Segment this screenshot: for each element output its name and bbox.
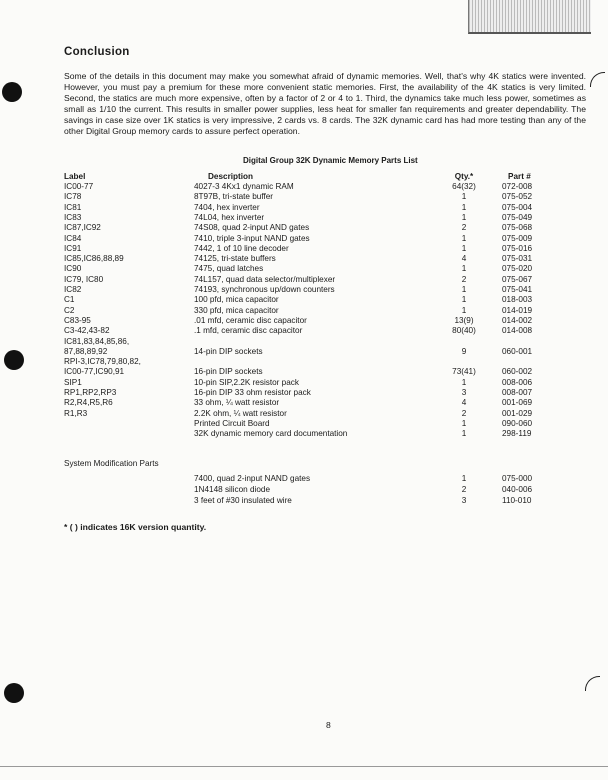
cell-label: C83-95 <box>64 315 91 325</box>
cell-part: 075-020 <box>502 264 533 274</box>
cell-part: 075-067 <box>502 274 533 284</box>
table-row <box>0 306 608 316</box>
cell-description: 330 pfd, mica capacitor <box>194 305 279 315</box>
cell-qty: 1 <box>461 377 467 387</box>
table-row <box>0 326 608 336</box>
table-row <box>0 429 608 439</box>
cell-qty: 1 <box>461 418 467 428</box>
table-row <box>0 264 608 274</box>
cell-part: 075-000 <box>502 474 533 483</box>
table-row <box>0 409 608 419</box>
parts-list-title: Digital Group 32K Dynamic Memory Parts List <box>243 156 418 165</box>
cell-label: SIP1 <box>64 377 82 387</box>
cell-qty: 2 <box>461 408 467 418</box>
cell-part: 075-049 <box>502 212 533 222</box>
table-row <box>0 496 608 506</box>
cell-part: 075-052 <box>502 192 533 202</box>
cell-qty: 1 <box>461 264 467 274</box>
cell-part: 298-119 <box>502 429 532 439</box>
cell-description: 32K dynamic memory card documentation <box>194 429 348 439</box>
cell-part: 075-068 <box>502 223 533 233</box>
cell-label: IC83 <box>64 212 82 222</box>
cell-part: 001-069 <box>502 398 533 408</box>
cell-qty: 80(40) <box>452 326 476 336</box>
table-row <box>0 485 608 495</box>
cell-description: Printed Circuit Board <box>194 418 270 428</box>
cell-description: 7404, hex inverter <box>194 202 260 212</box>
cell-description: 33 ohm, ¼ watt resistor <box>194 398 280 408</box>
cell-qty: 2 <box>461 223 467 233</box>
cell-qty: 1 <box>461 212 467 222</box>
cell-description: 74S08, quad 2-input AND gates <box>194 223 310 233</box>
cell-part: 060-002 <box>502 367 533 377</box>
cell-qty: 3 <box>461 388 467 397</box>
table-row <box>0 419 608 429</box>
cell-part: 014-008 <box>502 326 533 336</box>
cell-label: R2,R4,R5,R6 <box>64 398 113 408</box>
cell-description: 4027-3 4Kx1 dynamic RAM <box>194 182 294 191</box>
cell-part: 008-007 <box>502 388 533 397</box>
cell-label: RP1,RP2,RP3 <box>64 388 117 397</box>
cell-qty: 1 <box>461 243 467 253</box>
cell-description: 74193, synchronous up/down counters <box>194 285 335 294</box>
cell-label: IC87,IC92 <box>64 223 101 233</box>
cell-qty: 64(32) <box>452 182 476 191</box>
cell-qty: 2 <box>461 485 467 494</box>
table-row <box>0 378 608 388</box>
page-number: 8 <box>326 720 331 730</box>
cell-description: .01 mfd, ceramic disc capacitor <box>194 315 307 325</box>
footnote: * ( ) indicates 16K version quantity. <box>64 522 207 532</box>
table-row <box>0 474 608 484</box>
cell-qty: 3 <box>461 496 467 505</box>
cell-description: 7410, triple 3-input NAND gates <box>194 233 310 243</box>
cell-label: IC00-77,IC90,91 <box>64 367 125 377</box>
col-label-header: Label <box>64 172 86 181</box>
cell-qty: 1 <box>461 295 467 305</box>
cell-part: 018-003 <box>502 295 533 305</box>
table-row <box>0 223 608 233</box>
cell-label: IC81,83,84,85,86, <box>64 336 130 346</box>
cell-part: 090-060 <box>502 418 533 428</box>
col-part-header: Part # <box>508 172 531 181</box>
cell-part: 075-041 <box>502 285 533 294</box>
cell-part: 040-006 <box>502 485 533 494</box>
cell-label: IC78 <box>64 192 82 202</box>
cell-qty: 73(41) <box>452 367 476 377</box>
section-heading: Conclusion <box>64 46 130 58</box>
cell-label: IC85,IC86,88,89 <box>64 254 124 264</box>
cell-description: 7442, 1 of 10 line decoder <box>194 243 289 253</box>
cell-description: 8T97B, tri-state buffer <box>194 192 274 202</box>
cell-label: RPI-3,IC78,79,80,82, <box>64 357 141 367</box>
cell-qty: 1 <box>461 233 467 243</box>
table-row <box>0 192 608 202</box>
cell-qty: 2 <box>461 274 467 284</box>
table-row <box>0 398 608 408</box>
edge-mark <box>585 676 600 691</box>
cell-label: IC81 <box>64 202 82 212</box>
cell-description: 3 feet of #30 insulated wire <box>194 496 292 505</box>
cell-part: 075-016 <box>502 243 533 253</box>
cell-part: 075-031 <box>502 254 533 264</box>
cell-qty: 1 <box>461 192 467 202</box>
cell-label: IC82 <box>64 285 82 294</box>
cell-label: C1 <box>64 295 75 305</box>
table-row <box>0 347 608 357</box>
table-row <box>0 388 608 398</box>
punch-hole <box>2 82 22 102</box>
table-row <box>0 275 608 285</box>
cell-description: 1N4148 silicon diode <box>194 485 271 494</box>
cell-description: 74125, tri-state buffers <box>194 254 276 264</box>
col-qty-header: Qty.* <box>454 172 474 181</box>
cell-label: C2 <box>64 305 75 315</box>
parts-table-header <box>0 172 608 182</box>
conclusion-paragraph: Some of the details in this document may make you somewhat afraid of dynamic memories. Well, that's why 4K statics were invented. However, you must pay a premium for these more convenient static memories. First, the availability of the 4K statics is very limited. Second, the statics are much more expensive, often by a factor of 2 or 4 to 1. Third, the dynamics take much less power, sometimes as small as 1/10 the current. This results in smaller power supplies, less heat for smaller fan requirements and greater dependability. The savings in case size over 1K statics is very impressive, 2 cards vs. 8 cards. The 32K dynamic card has had more testing than any of the other Digital Group memory cards to assure perfect operation. <box>64 71 586 136</box>
cell-label: 87,88,89,92 <box>64 346 108 356</box>
cell-part: 060-001 <box>502 346 533 356</box>
cell-qty: 13(9) <box>454 315 474 325</box>
cell-part: 072-008 <box>502 182 533 191</box>
table-row <box>0 316 608 326</box>
cell-label: C3-42,43-82 <box>64 326 110 336</box>
cell-qty: 4 <box>461 398 467 408</box>
cell-description: 10-pin SIP,2.2K resistor pack <box>194 377 299 387</box>
edge-mark <box>590 72 605 87</box>
table-row <box>0 213 608 223</box>
cell-description: 14-pin DIP sockets <box>194 346 263 356</box>
bottom-rule <box>0 766 608 767</box>
cell-qty: 1 <box>461 305 467 315</box>
cell-part: 001-029 <box>502 408 533 418</box>
cell-description: .1 mfd, ceramic disc capacitor <box>194 326 303 336</box>
cell-description: 16-pin DIP sockets <box>194 367 263 377</box>
table-row <box>0 244 608 254</box>
cell-description: 74L157, quad data selector/multiplexer <box>194 274 336 284</box>
cell-qty: 1 <box>461 474 467 483</box>
col-description-header: Description <box>208 172 254 181</box>
cell-qty: 9 <box>461 346 467 356</box>
cell-description: 7475, quad latches <box>194 264 264 274</box>
cell-label: R1,R3 <box>64 408 88 418</box>
cell-description: 100 pfd, mica capacitor <box>194 295 279 305</box>
cell-description: 16-pin DIP 33 ohm resistor pack <box>194 388 311 397</box>
punch-hole <box>4 683 24 703</box>
cell-part: 075-004 <box>502 202 533 212</box>
cell-part: 014-019 <box>502 305 533 315</box>
cell-part: 075-009 <box>502 233 533 243</box>
scanned-stamp <box>468 0 591 34</box>
cell-description: 2.2K ohm, ¼ watt resistor <box>194 408 287 418</box>
table-row <box>0 203 608 213</box>
table-row <box>0 285 608 295</box>
cell-part: 110-010 <box>502 496 532 505</box>
cell-label: IC84 <box>64 233 82 243</box>
system-mod-title: System Modification Parts <box>64 459 159 468</box>
cell-part: 014-002 <box>502 315 533 325</box>
cell-qty: 4 <box>461 254 467 264</box>
cell-description: 74L04, hex inverter <box>194 212 265 222</box>
cell-label: IC90 <box>64 264 82 274</box>
cell-qty: 1 <box>461 202 467 212</box>
cell-qty: 1 <box>461 429 467 439</box>
cell-description: 7400, quad 2-input NAND gates <box>194 474 311 483</box>
table-row <box>0 337 608 347</box>
cell-label: IC00-77 <box>64 182 94 191</box>
table-row <box>0 367 608 377</box>
cell-qty: 1 <box>461 285 467 294</box>
cell-label: IC91 <box>64 243 82 253</box>
table-row <box>0 234 608 244</box>
table-row <box>0 254 608 264</box>
table-row <box>0 295 608 305</box>
cell-part: 008-006 <box>502 377 533 387</box>
table-row <box>0 357 608 367</box>
table-row <box>0 182 608 192</box>
cell-label: IC79, IC80 <box>64 274 104 284</box>
